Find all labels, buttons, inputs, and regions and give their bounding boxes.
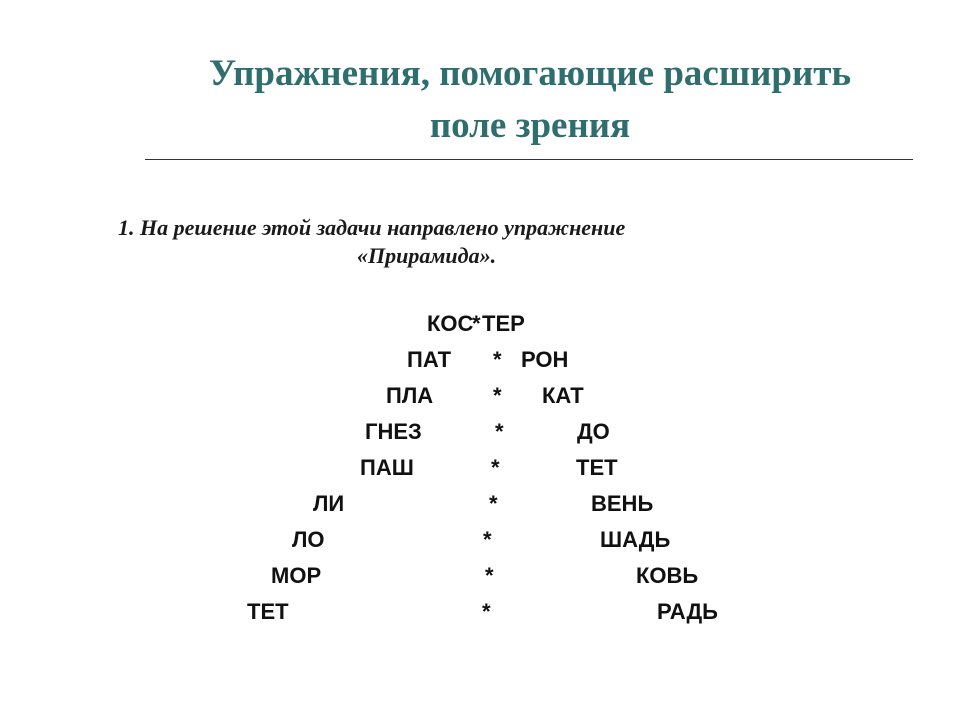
pyramid-right-part: ДО <box>577 419 610 444</box>
exercise-description-line-2: «Прирамида». <box>357 243 497 268</box>
pyramid-star: * <box>482 599 491 624</box>
pyramid-right-part: КАТ <box>542 383 584 408</box>
pyramid-left-part: ПАШ <box>360 455 414 480</box>
pyramid-star: * <box>491 455 500 480</box>
pyramid-star: * <box>489 491 498 516</box>
pyramid-star: * <box>485 563 494 588</box>
pyramid-right-part: ТЕР <box>482 311 525 336</box>
pyramid-star: * <box>495 419 504 444</box>
slide-title-line-1: Упражнения, помогающие расширить <box>208 53 852 94</box>
pyramid-left-part: ЛО <box>292 527 325 552</box>
title-divider <box>145 159 913 160</box>
pyramid-star: * <box>472 311 481 336</box>
pyramid-left-part: ПЛА <box>386 383 434 408</box>
pyramid-right-part: ТЕТ <box>576 455 618 480</box>
pyramid-left-part: ЛИ <box>313 491 345 516</box>
pyramid-star: * <box>483 527 492 552</box>
pyramid-left-part: ГНЕЗ <box>365 419 422 444</box>
pyramid-right-part: РАДЬ <box>657 599 718 624</box>
pyramid-left-part: ТЕТ <box>247 599 289 624</box>
pyramid-left-part: КОС <box>427 311 474 336</box>
pyramid-right-part: РОН <box>521 347 569 372</box>
pyramid-left-part: МОР <box>271 563 322 588</box>
pyramid-right-part: КОВЬ <box>636 563 699 588</box>
pyramid-star: * <box>493 383 502 408</box>
pyramid-right-part: ВЕНЬ <box>591 491 654 516</box>
pyramid-star: * <box>493 347 502 372</box>
exercise-description-line-1: 1. На решение этой задачи направлено упражнение <box>118 215 626 240</box>
pyramid-right-part: ШАДЬ <box>600 527 671 552</box>
pyramid-left-part: ПАТ <box>407 347 452 372</box>
slide-title-line-2: поле зрения <box>429 105 631 146</box>
